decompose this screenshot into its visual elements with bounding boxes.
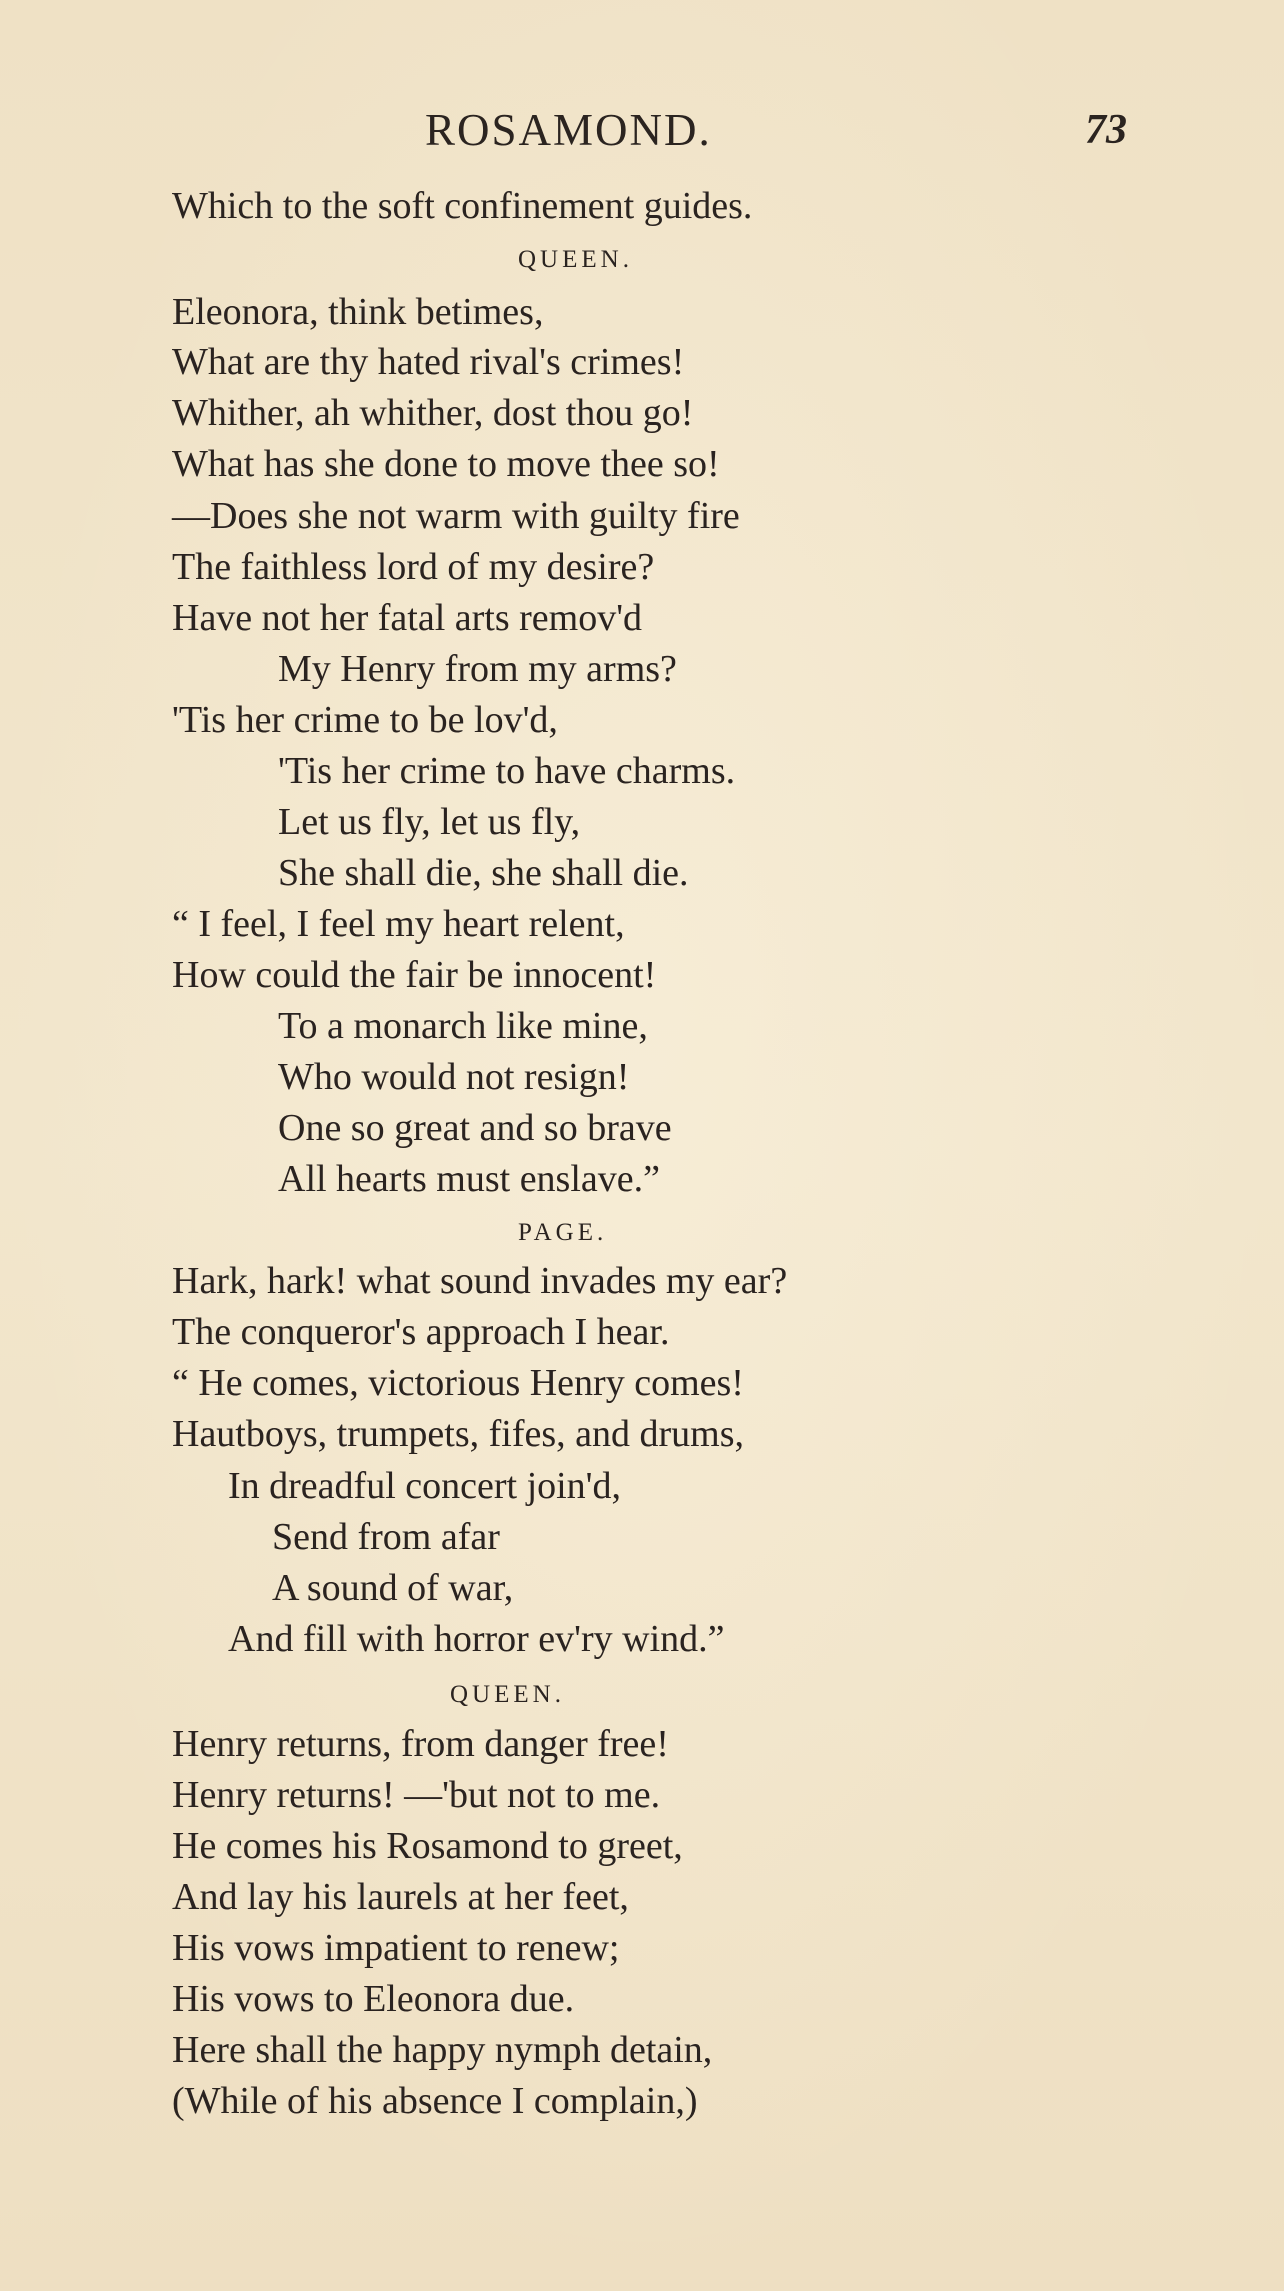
poem-line: All hearts must enslave.”	[278, 1158, 661, 1200]
running-title: ROSAMOND.	[425, 105, 712, 155]
poem-line: Send from afar	[272, 1516, 500, 1558]
poem-line: In dreadful concert join'd,	[228, 1465, 622, 1507]
poem-line: Who would not resign!	[278, 1056, 630, 1098]
speaker-label: PAGE.	[518, 1219, 608, 1246]
poem-line: Eleonora, think betimes,	[172, 291, 544, 333]
speaker-label: QUEEN.	[518, 246, 633, 273]
poem-line: The conqueror's approach I hear.	[172, 1311, 670, 1353]
poem-line: Henry returns, from danger free!	[172, 1723, 669, 1765]
poem-line: His vows impatient to renew;	[172, 1927, 620, 1969]
poem-line: (While of his absence I complain,)	[172, 2080, 698, 2122]
poem-line: To a monarch like mine,	[278, 1005, 648, 1047]
poem-line: One so great and so brave	[278, 1107, 672, 1149]
poem-line: My Henry from my arms?	[278, 648, 677, 690]
poem-line: How could the fair be innocent!	[172, 954, 657, 996]
poem-line: And lay his laurels at her feet,	[172, 1876, 629, 1918]
poem-line: The faithless lord of my desire?	[172, 546, 655, 588]
poem-line: Whither, ah whither, dost thou go!	[172, 392, 694, 434]
poem-line: Hark, hark! what sound invades my ear?	[172, 1260, 788, 1302]
poem-line: His vows to Eleonora due.	[172, 1978, 575, 2020]
poem-line: Have not her fatal arts remov'd	[172, 597, 643, 639]
poem-line: Let us fly, let us fly,	[278, 801, 581, 843]
poem-line: She shall die, she shall die.	[278, 852, 689, 894]
poem-line: What are thy hated rival's crimes!	[172, 341, 685, 383]
poem-line: “ He comes, victorious Henry comes!	[172, 1362, 744, 1404]
poem-line: Henry returns! —'but not to me.	[172, 1774, 661, 1816]
page-number: 73	[1085, 107, 1127, 153]
poem-line: He comes his Rosamond to greet,	[172, 1825, 683, 1867]
poem-line: A sound of war,	[272, 1567, 514, 1609]
poem-line: Hautboys, trumpets, fifes, and drums,	[172, 1413, 745, 1455]
poem-line: And fill with horror ev'ry wind.”	[228, 1618, 725, 1660]
poem-line: “ I feel, I feel my heart relent,	[172, 903, 625, 945]
poem-line: 'Tis her crime to have charms.	[278, 750, 736, 792]
poem-line: 'Tis her crime to be lov'd,	[172, 699, 558, 741]
speaker-label: QUEEN.	[450, 1681, 565, 1708]
page-header	[0, 104, 1284, 164]
poem-line: —Does she not warm with guilty fire	[172, 495, 740, 537]
poem-line: What has she done to move thee so!	[172, 443, 720, 485]
poem-line: Which to the soft confinement guides.	[172, 185, 753, 227]
poem-line: Here shall the happy nymph detain,	[172, 2029, 713, 2071]
